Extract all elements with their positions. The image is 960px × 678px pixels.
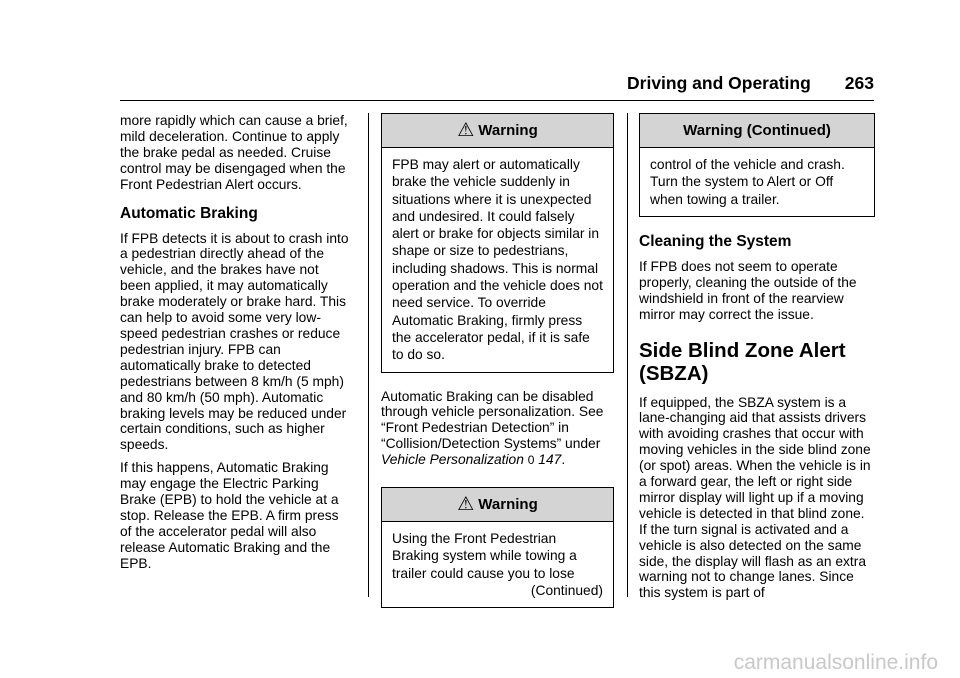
warning-icon: ⚠	[457, 494, 475, 516]
watermark: carmanualsonline.info	[733, 651, 938, 674]
column-2	[381, 113, 614, 624]
header-rule	[120, 100, 874, 101]
warning-header	[382, 488, 613, 522]
warning-title: Warning	[478, 495, 538, 513]
column-divider-2	[627, 113, 628, 597]
warning-box-2	[381, 487, 614, 608]
warning-header	[640, 114, 874, 148]
xref-vehicle-personalization[interactable]: Vehicle Personalization	[381, 452, 524, 468]
col1-paragraph-3: If this happens, Automatic Braking may engage the Electric Parking Brake (EPB) to hold the vehicle at a stop. Release the EPB. A firm press of the accelerator pedal will also release Automatic Braking and the EPB.	[120, 460, 339, 571]
col2-paragraph-1: Automatic Braking can be disabled through vehicle personalization. See “Front Pedestrian Detection” in “Collision/Detection Systems” under Vehicle Personalization 0 147.	[381, 388, 604, 468]
continued-label: (Continued)	[530, 582, 603, 598]
running-header	[627, 73, 874, 94]
col1-paragraph-2: If FPB detects it is about to crash into a pedestrian directly ahead of the vehicle, and the brakes have not been applied, it may automatically brake moderately or brake hard. This can help to avoid some very low-speed pedestrian crashes or reduce pedestrian injury. FPB can automatically brake to detected pedestrians between 8 km/h (5 mph) and 80 km/h (50 mph). Automatic braking levels may be reduced under certain conditions, such as higher speeds.	[120, 230, 349, 453]
column-1	[120, 113, 352, 579]
column-divider-1	[368, 113, 369, 597]
warning-box-1	[381, 113, 614, 373]
col1-paragraph-1: more rapidly which can cause a brief, mild deceleration. Continue to apply the brake pedal as needed. Cruise control may be disengaged when the Front Pedestrian Alert occurs.	[120, 113, 348, 192]
warning-header	[382, 114, 613, 148]
warning-body: control of the vehicle and crash. Turn the system to Alert or Off when towing a trailer.	[650, 157, 845, 207]
page-reference-icon: 0	[527, 453, 535, 468]
warning-body: Using the Front Pedestrian Braking system while towing a trailer could cause you to lose (Continued)	[392, 531, 603, 598]
warning-title: Warning (Continued)	[683, 121, 831, 139]
section-title: Driving and Operating	[627, 73, 811, 93]
heading-automatic-braking: Automatic Braking	[120, 204, 258, 222]
page-number: 263	[844, 73, 874, 93]
heading-sbza: Side Blind Zone Alert (SBZA)	[639, 338, 846, 385]
col3-paragraph-2: If equipped, the SBZA system is a lane-changing aid that assists drivers with avoiding crashes that occur with moving vehicles in the side blind zone (or spot) areas. When the vehicle is in a forward gear, the left or right side mirror display will light up if a moving vehicle is detected in that blind zone. If the turn signal is activated and a vehicle is also detected on the same side, the display will flash as an extra warning not to change lanes. Since this system is part of	[639, 394, 871, 601]
warning-title: Warning	[478, 121, 538, 139]
warning-icon: ⚠	[457, 120, 475, 141]
xref-page[interactable]: 147	[538, 452, 562, 468]
column-3	[639, 113, 875, 608]
col3-paragraph-1: If FPB does not seem to operate properly, cleaning the outside of the windshield in front of the rearview mirror may correct the issue.	[639, 258, 857, 322]
warning-box-continued	[639, 113, 875, 217]
warning-body: FPB may alert or automatically brake the vehicle suddenly in situations where it is unexpected and undesired. It could falsely alert or brake for objects similar in shape or size to pedestrians, including shadows. This is normal operation and the vehicle does not need service. To override Automatic Braking, firmly press the accelerator pedal, if it is safe to do so.	[392, 157, 603, 363]
heading-cleaning-system: Cleaning the System	[639, 232, 792, 250]
